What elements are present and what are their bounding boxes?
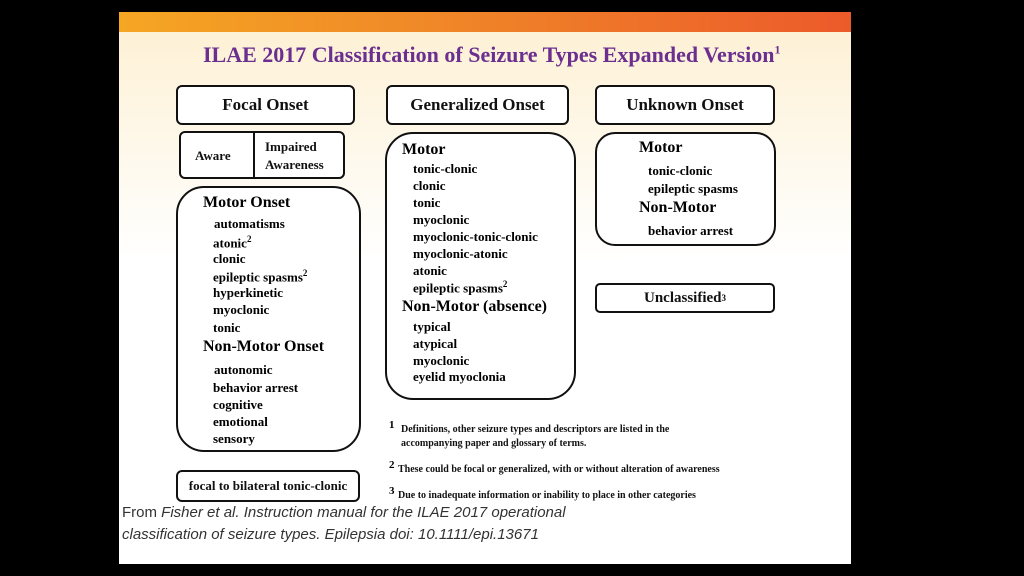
- focal-onset-header: Focal Onset: [176, 85, 355, 125]
- list-item: clonic: [213, 251, 246, 266]
- list-item: tonic-clonic: [413, 161, 478, 176]
- footnote-text: accompanying paper and glossary of terms.: [401, 438, 587, 449]
- focal-to-bilateral-box: focal to bilateral tonic-clonic: [176, 470, 360, 502]
- footnote-number: 2: [389, 459, 395, 471]
- footnote-number: 3: [389, 485, 395, 497]
- list-item: myoclonic: [213, 302, 270, 317]
- list-item: tonic: [213, 320, 241, 335]
- unknown-onset-header: Unknown Onset: [595, 85, 775, 125]
- list-item: eyelid myoclonia: [413, 369, 506, 384]
- list-item: cognitive: [213, 397, 263, 412]
- list-item: atonic$^2$: [213, 234, 252, 251]
- list-item: tonic-clonic: [648, 163, 713, 178]
- list-item: myoclonic: [413, 353, 470, 368]
- list-item: epileptic spasms$^2$: [413, 279, 508, 296]
- list-item: sensory: [213, 431, 255, 446]
- list-item: automatisms: [214, 216, 285, 231]
- list-item: hyperkinetic: [213, 285, 284, 300]
- list-item: behavior arrest: [213, 380, 299, 395]
- generalized-motor-heading: Motor: [402, 141, 446, 158]
- list-item: tonic: [413, 195, 441, 210]
- unclassified-box: Unclassified 3: [595, 283, 775, 313]
- footnote-text: These could be focal or generalized, with or without alteration of awareness: [398, 464, 720, 475]
- awareness-divider: [253, 133, 255, 177]
- generalized-onset-header: Generalized Onset: [386, 85, 569, 125]
- list-item: atypical: [413, 336, 458, 351]
- awareness-box: [179, 131, 345, 179]
- footnote-text: Due to inadequate information or inability to place in other categories: [398, 490, 696, 501]
- footnote-number: 1: [389, 419, 395, 431]
- impaired-awareness-label: Impaired Awareness: [265, 139, 324, 172]
- list-item: myoclonic-tonic-clonic: [413, 229, 538, 244]
- generalized-nonmotor-heading: Non-Motor (absence): [402, 298, 548, 315]
- focal-nonmotor-heading: Non-Motor Onset: [203, 338, 325, 355]
- list-item: emotional: [213, 414, 268, 429]
- list-item: behavior arrest: [648, 223, 734, 238]
- list-item: atonic: [413, 263, 447, 278]
- list-item: clonic: [413, 178, 446, 193]
- list-item: epileptic spasms$^2$: [213, 268, 308, 285]
- footnote-text: Definitions, other seizure types and descriptors are listed in the: [401, 424, 670, 435]
- slide-title: ILAE 2017 Classification of Seizure Types Expanded Version$^1$: [203, 42, 781, 67]
- list-item: autonomic: [214, 362, 273, 377]
- list-item: myoclonic-atonic: [413, 246, 508, 261]
- top-accent-bar: [119, 12, 851, 32]
- citation: From Fisher et al. Instruction manual for the ILAE 2017 operational classification of seizure types. Epilepsia doi: 10.1111/epi.13671: [122, 504, 566, 543]
- unknown-nonmotor-heading: Non-Motor: [639, 199, 717, 216]
- focal-motor-heading: Motor Onset: [203, 194, 291, 211]
- unknown-motor-heading: Motor: [639, 139, 683, 156]
- aware-label: Aware: [195, 148, 231, 163]
- list-item: epileptic spasms: [648, 181, 738, 196]
- list-item: myoclonic: [413, 212, 470, 227]
- list-item: typical: [413, 319, 451, 334]
